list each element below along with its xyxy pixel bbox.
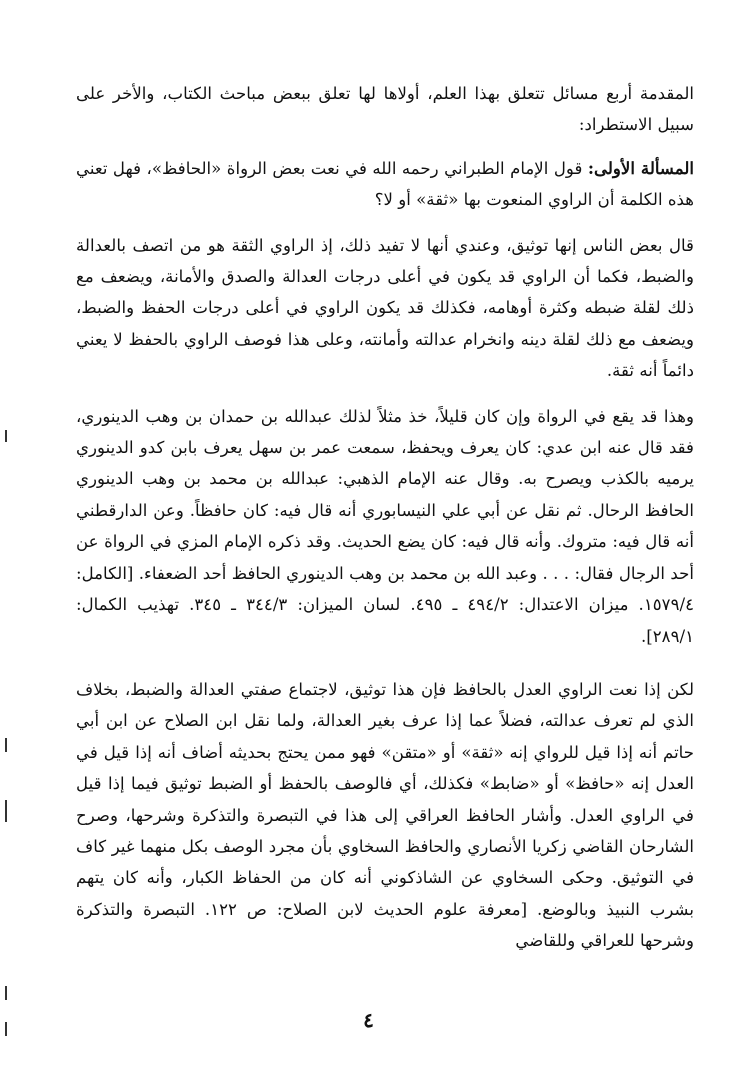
margin-mark (5, 986, 7, 1000)
issue-one-label: المسألة الأولى: (587, 157, 694, 178)
issue-one-paragraph (76, 153, 694, 216)
issue-one-text: قول الإمام الطبراني رحمه الله في نعت بعض الرواة «الحافظ»، فهل تعني هذه الكلمة أن الراوي المنعوت بها «ثقة» أو لا؟ (76, 158, 694, 210)
margin-mark (5, 1022, 7, 1036)
intro-paragraph: المقدمة أربع مسائل تتعلق بهذا العلم، أولاها لها تعلق ببعض مباحث الكتاب، والأخر على سبيل الاستطراد: (76, 84, 694, 135)
page-body (76, 78, 694, 977)
page-number: ٤ (363, 1008, 374, 1032)
example-paragraph: وهذا قد يقع في الرواة وإن كان قليلاً، خذ مثلاً لذلك عبدالله بن حمدان بن وهب الدينوري، فقد قال عنه ابن عدي: كان يعرف ويحفظ، سمعت عمر بن سهل يعرف بابن كدو الدينوري يرميه بالكذب ويصرح به. وقال عنه الإمام الذهبي: عبدالله بن محمد بن وهب الدينوري الحافظ الرحال. ثم نقل عن أبي علي النيسابوري أنه قال فيه: كان حافظاً. وعن الدارقطني أنه قال فيه: متروك. وأنه قال فيه: كان يضع الحديث. وقد ذكره الإمام المزي في الرواة عن أحد الرجال فقال: . . . وعبد الله بن محمد بن وهب الدينوري الحافظ أحد الضعفاء. [الكامل: ١٥٧٩/٤. ميزان الاعتدال: ٤٩٤/٢ ـ ٤٩٥. لسان الميزان: ٣٤٤/٣ ـ ٣٤٥. تهذيب الكمال: ٢٨٩/١]. (76, 406, 694, 646)
opinion-paragraph: قال بعض الناس إنها توثيق، وعندي أنها لا تفيد ذلك، إذ الراوي الثقة هو من اتصف بالعدالة والضبط، فكما أن الراوي قد يكون في أعلى درجات العدالة والصدق والأمانة، ويضعف مع ذلك لقلة ضبطه وكثرة أوهامه، فكذلك قد يكون الراوي في أعلى درجات الحفظ والضبط، ويضعف مع ذلك لقلة دينه وانخرام عدالته وأمانته، وعلى هذا فوصف الراوي بالحفظ لا يعني دائماً أنه ثقة. (76, 235, 694, 381)
conclusion-paragraph: لكن إذا نعت الراوي العدل بالحافظ فإن هذا توثيق، لاجتماع صفتي العدالة والضبط، بخلاف الذي لم تعرف عدالته، فضلاً عما إذا عرف بغير العدالة، ولما نقل ابن الصلاح عن ابن أبي حاتم أنه إذا قيل للرواي إنه «ثقة» أو «متقن» فهو ممن يحتج بحديثه أضاف أنه إذا قيل في العدل إنه «حافظ» أو «ضابط» فكذلك، أي فالوصف بالحفظ أو الضبط توثيق فيما إذا قيل في الراوي العدل. وأشار الحافظ العراقي إلى هذا في التبصرة والتذكرة وشرحها، وصرح الشارحان القاضي زكريا الأنصاري والحافظ السخاوي بأن مجرد الوصف بكل منهما غير كاف في التوثيق. وحكى السخاوي عن الشاذكوني أنه كان من الحفاظ الكبار، وأنه كان يتهم بشرب النبيذ وبالوضع. [معرفة علوم الحديث لابن الصلاح: ص ١٢٢. التبصرة والتذكرة وشرحها للعراقي وللقاضي (76, 679, 694, 951)
margin-mark (5, 738, 7, 752)
margin-mark (5, 800, 7, 822)
margin-mark (5, 430, 7, 442)
